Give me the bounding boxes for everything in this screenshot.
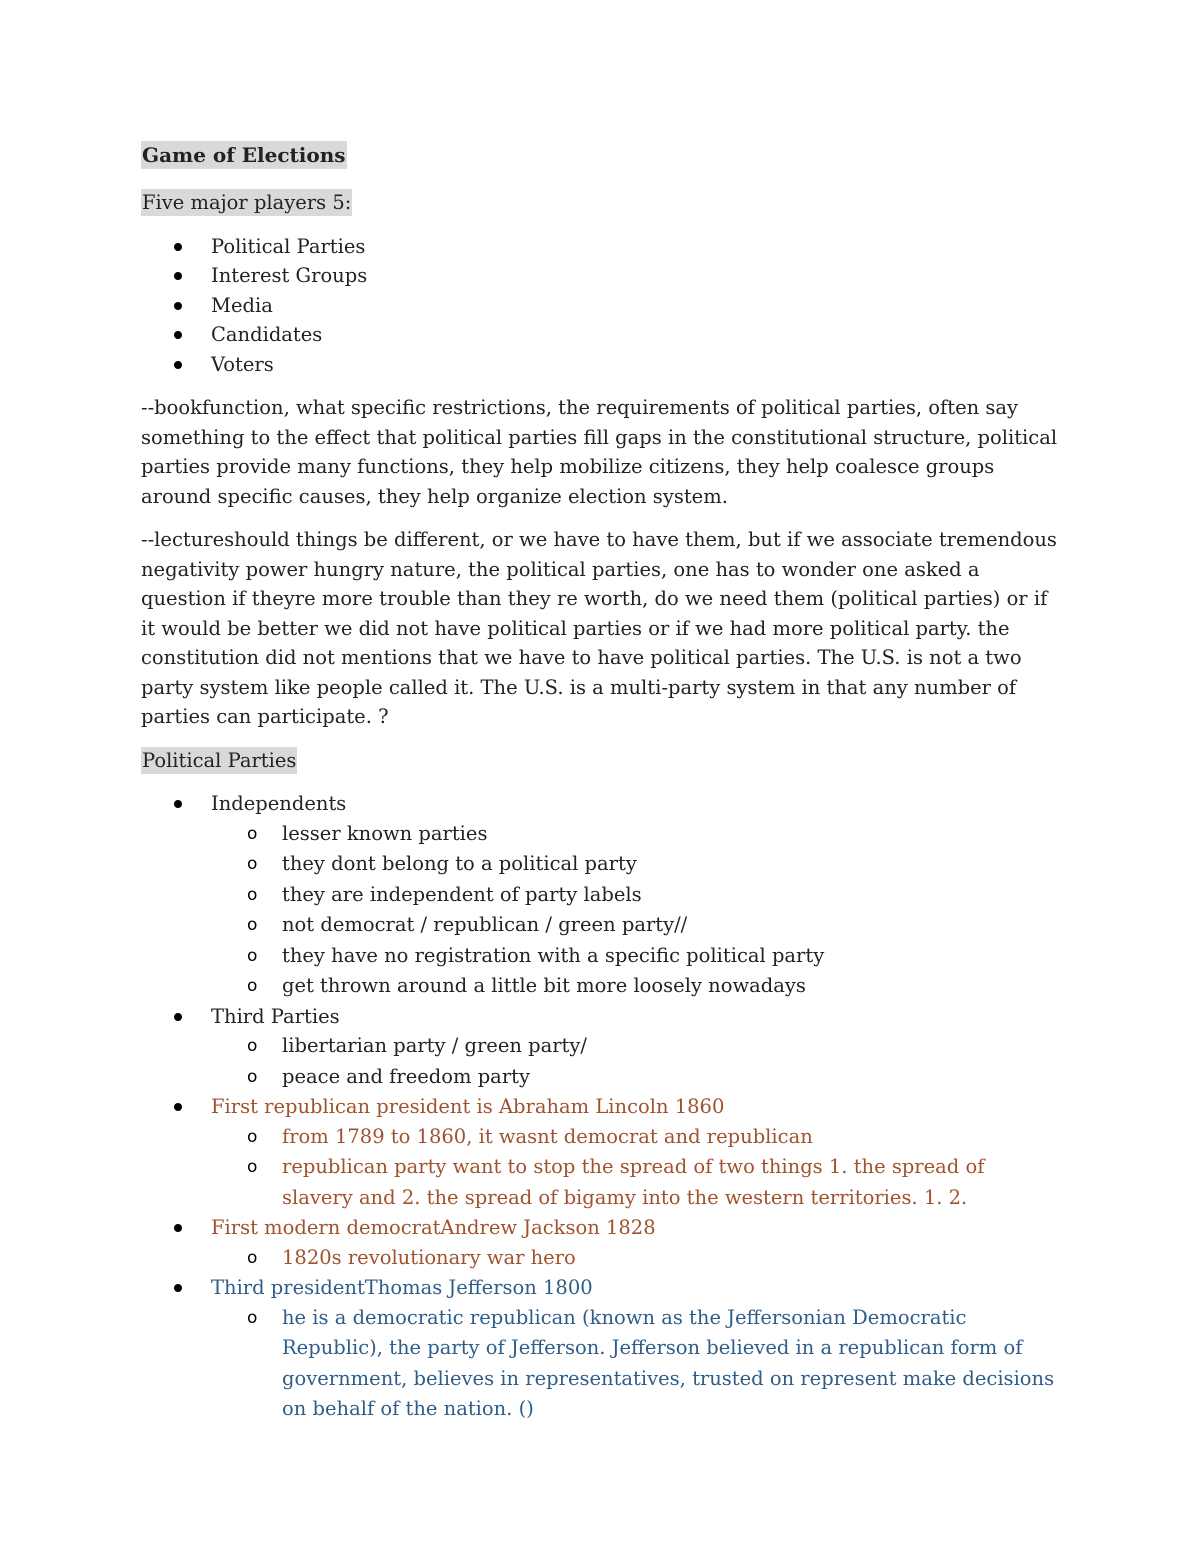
circle-bullet-icon: o: [247, 976, 258, 996]
circle-bullet-icon: o: [247, 1247, 258, 1268]
political-parties-outline: [141, 789, 1061, 1425]
intro-text: Five major players 5:: [142, 191, 352, 214]
list-item: Media: [141, 291, 1061, 321]
circle-bullet-icon: o: [247, 1126, 258, 1147]
document-page: [141, 140, 1061, 1439]
circle-bullet-icon: o: [247, 823, 258, 844]
sub-item: o 1820s revolutionary war hero: [141, 1243, 1061, 1274]
circle-bullet-icon: o: [247, 884, 258, 905]
lecture-paragraph: --lectureshould things be different, or we have to have them, but if we associate tremendous negativity power hungry nature, the political parties, one has to wonder one asked a question if theyre more trouble than they re worth, do we need them (political parties) or if it would be better we did not have political parties or if we had more political party. the constitution did not mentions that we have to have political parties. The U.S. is not a two party system like people called it. The U.S. is a multi-party system in that any number of parties can participate. ?: [141, 528, 1057, 728]
circle-bullet-icon: o: [247, 1307, 258, 1328]
players-list: [141, 232, 1061, 380]
bullet-icon: [174, 1284, 182, 1292]
list-item: Voters: [141, 350, 1061, 380]
sub-item: o he is a democratic republican (known as the Jeffersonian Democratic Republic), the party of Jefferson. Jefferson believed in a republican form of government, believes in representatives, trusted on represent make decisions on behalf of the nation. (): [141, 1303, 1061, 1425]
intro-line: [141, 188, 1061, 218]
bullet-icon: [174, 800, 182, 808]
bullet-icon: [174, 243, 182, 251]
section-heading: Political Parties: [142, 748, 297, 772]
sub-item: o peace and freedom party: [141, 1062, 1061, 1093]
bullet-icon: [174, 331, 182, 339]
sub-list: [211, 1243, 1061, 1274]
circle-bullet-icon: o: [247, 1036, 258, 1056]
sub-item: o they are independent of party labels: [141, 880, 1061, 911]
bullet-icon: [174, 1013, 182, 1021]
circle-bullet-icon: o: [247, 854, 258, 874]
bullet-icon: [174, 1224, 182, 1232]
circle-bullet-icon: o: [247, 1066, 258, 1087]
list-item: Interest Groups: [141, 261, 1061, 291]
outline-item-jefferson: Third presidentThomas Jefferson 1800 o he is a democratic republican (known as the Jeffersonian Democratic Republic), the party of Jefferson. Jefferson believed in a republican form of government, believes in representatives, trusted on represent make decisions on behalf of the nation. (): [141, 1273, 1061, 1425]
circle-bullet-icon: o: [247, 915, 258, 935]
sub-item: o get thrown around a little bit more loosely nowadays: [141, 971, 1061, 1002]
outline-item-third-parties: Third Parties o libertarian party / green party/ o peace and freedom party: [141, 1002, 1061, 1093]
title-text: Game of Elections: [142, 143, 346, 167]
sub-list: [211, 1303, 1061, 1425]
bullet-icon: [174, 361, 182, 369]
document-title: [141, 140, 1061, 170]
sub-item: o from 1789 to 1860, it wasnt democrat and republican: [141, 1122, 1061, 1153]
sub-item: o not democrat / republican / green party//: [141, 910, 1061, 941]
sub-item: o they dont belong to a political party: [141, 849, 1061, 880]
list-item: Political Parties: [141, 232, 1061, 262]
bullet-icon: [174, 1103, 182, 1111]
bullet-icon: [174, 272, 182, 280]
sub-item: o republican party want to stop the spread of two things 1. the spread of slavery and 2. the spread of bigamy into the western territories. 1. 2.: [141, 1152, 1061, 1213]
outline-item-lincoln: First republican president is Abraham Lincoln 1860 o from 1789 to 1860, it wasnt democrat and republican o republican party want to stop the spread of two things 1. the spread of slavery and 2. the spread of bigamy into the western territories. 1. 2.: [141, 1092, 1061, 1213]
book-paragraph: --bookfunction, what specific restrictions, the requirements of political parties, often say something to the effect that political parties fill gaps in the constitutional structure, political parties provide many functions, they help mobilize citizens, they help coalesce groups around specific causes, they help organize election system.: [141, 396, 1058, 508]
sub-list: [211, 1122, 1061, 1214]
outline-item-independents: Independents o lesser known parties o they dont belong to a political party o they are independent of party labels o not democrat / republican / green party// o they have no registration with a specific political party o get thrown around a little bit more loosely nowadays: [141, 789, 1061, 1002]
outline-item-jackson: First modern democratAndrew Jackson 1828 o 1820s revolutionary war hero: [141, 1213, 1061, 1273]
sub-list: [211, 819, 1061, 1002]
circle-bullet-icon: o: [247, 1157, 258, 1177]
bullet-icon: [174, 302, 182, 310]
sub-item: o lesser known parties: [141, 819, 1061, 850]
sub-item: o libertarian party / green party/: [141, 1031, 1061, 1062]
sub-item: o they have no registration with a specific political party: [141, 941, 1061, 972]
list-item: Candidates: [141, 320, 1061, 350]
circle-bullet-icon: o: [247, 945, 258, 966]
sub-list: [211, 1031, 1061, 1092]
